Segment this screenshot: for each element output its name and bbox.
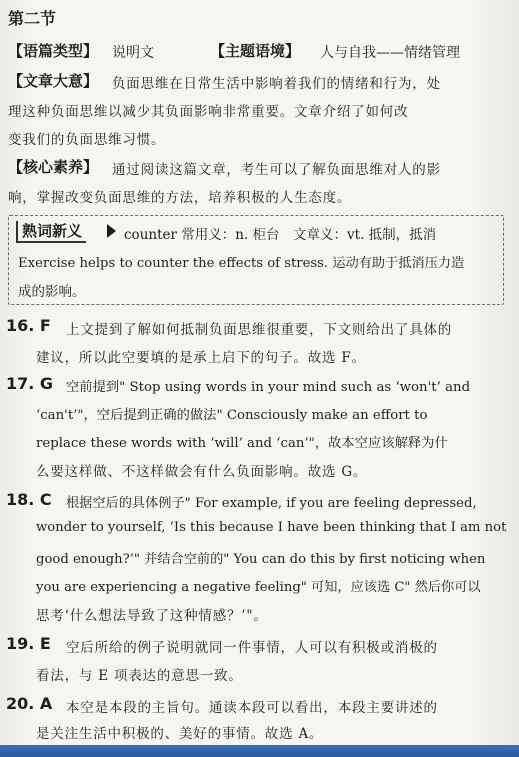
answer-line: 根据空后的具体例子" For example, if you are feeling depressed, — [66, 496, 477, 511]
answer-line: 思考‘什么想法导致了这种情感？’"。 — [36, 608, 268, 624]
genre-tag: 【语篇类型】 — [8, 42, 99, 60]
literacy-line: 响，掌握改变负面思维的方法，培养积极的人生态度。 — [8, 190, 352, 206]
answer-line: 本空是本段的主旨句。通读本段可以看出，本段主要讲述的 — [66, 700, 438, 716]
answer-line: 空后所给的例子说明就同一件事情，人可以有积极或消极的 — [66, 640, 438, 656]
vocab-tag: 熟词新义 — [16, 221, 86, 243]
triangle-marker-icon — [107, 224, 116, 238]
answer-line: 是关注生活中积极的、美好的事情。故选 A。 — [36, 726, 324, 742]
theme-value: 人与自我——情绪管理 — [320, 45, 460, 61]
answer-line: ‘can't’"，空后提到正确的做法" Consciously make an effort to — [36, 408, 428, 423]
vocab-line: 成的影响。 — [18, 284, 86, 300]
literacy-tag: 【核心素养】 — [8, 158, 99, 176]
answer-label: 19. E — [6, 634, 51, 653]
bottom-bar — [0, 745, 519, 757]
vocab-line: Exercise helps to counter the effects of stress. 运动有助于抵消压力造 — [18, 256, 465, 271]
summary-line: 理这种负面思维以减少其负面影响非常重要。文章介绍了如何改 — [8, 104, 409, 120]
answer-line: 么要这样做、不这样做会有什么负面影响。故选 G。 — [36, 464, 368, 480]
answer-line: 空前提到" Stop using words in your mind such as ‘won't’ and — [66, 380, 471, 395]
answer-line: 上文提到了解如何抵制负面思维很重要，下文则给出了具体的 — [66, 322, 453, 338]
literacy-line: 通过阅读这篇文章，考生可以了解负面思维对人的影 — [112, 162, 441, 178]
answer-label: 16. F — [6, 316, 51, 335]
answer-label: 18. C — [6, 490, 52, 509]
section-title: 第二节 — [8, 9, 57, 28]
answer-line: 建议，所以此空要填的是承上启下的句子。故选 F。 — [36, 350, 366, 366]
summary-tag: 【文章大意】 — [8, 72, 99, 90]
vocab-line: counter 常用义：n. 柜台 文章义：vt. 抵制，抵消 — [124, 227, 437, 243]
summary-line: 变我们的负面思维习惯。 — [8, 132, 166, 148]
theme-tag: 【主题语境】 — [210, 42, 301, 60]
answer-label: 20. A — [6, 694, 53, 713]
summary-line: 负面思维在日常生活中影响着我们的情绪和行为，处 — [112, 76, 441, 92]
answer-label: 17. G — [6, 374, 54, 393]
genre-value: 说明文 — [112, 45, 154, 61]
answer-line: you are experiencing a negative feeling" 可知，应该选 C" 然后你可以 — [36, 580, 481, 595]
answer-line: replace these words with ‘will’ and ‘can’"，故本空应该解释为什 — [36, 436, 448, 451]
answer-line: good enough?’" 并结合空前的" You can do this by first noticing when — [36, 552, 486, 567]
answer-line: 看法，与 E 项表达的意思一致。 — [36, 668, 243, 684]
answer-line: wonder to yourself, ‘Is this because I have been thinking that I am not — [36, 520, 507, 535]
